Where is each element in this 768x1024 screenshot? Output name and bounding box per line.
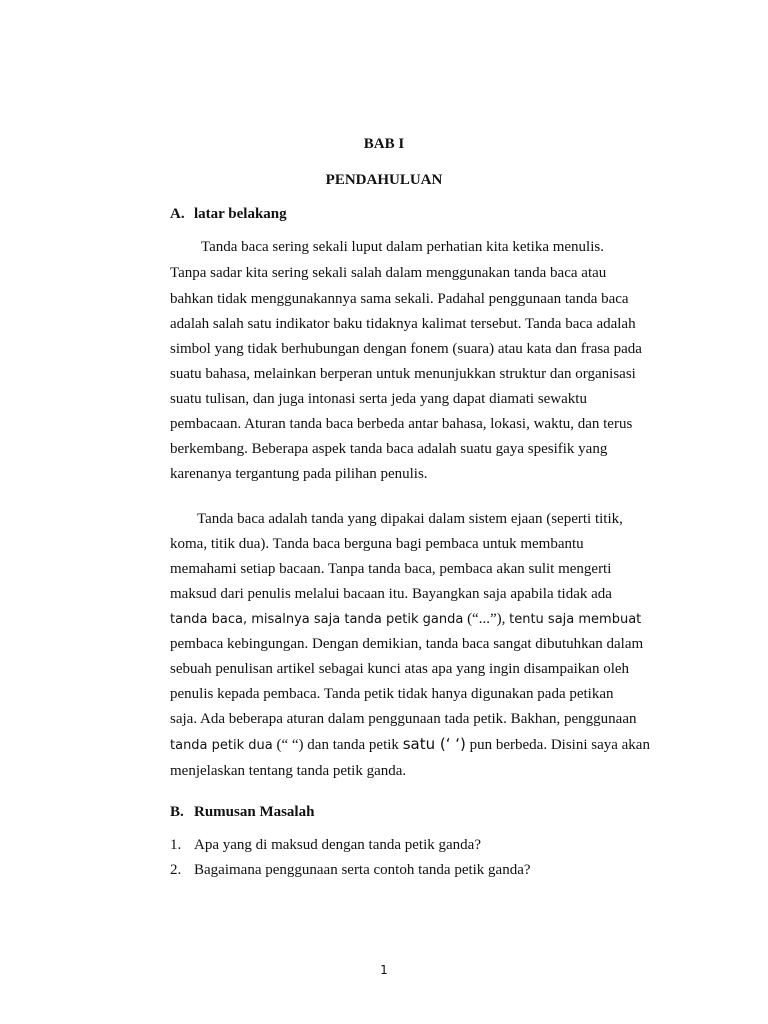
list-item-text: Apa yang di maksud dengan tanda petik ganda? <box>194 837 481 853</box>
paragraph2-line: menjelaskan tentang tanda petik ganda. <box>170 763 407 779</box>
paragraph2-line: sebuah penulisan artikel sebagai kunci atas apa yang ingin disampaikan oleh <box>170 661 630 677</box>
paragraph2-line: penulis kepada pembaca. Tanda petik tidak hanya digunakan pada petikan <box>170 686 614 702</box>
section-b-heading <box>170 804 314 821</box>
paragraph1-line: berkembang. Beberapa aspek tanda baca adalah suatu gaya spesifik yang <box>170 441 608 457</box>
list-item-number: 1. <box>170 837 182 853</box>
chapter-number: BAB I <box>363 136 405 152</box>
paragraph1-line: Tanpa sadar kita sering sekali salah dalam menggunakan tanda baca atau <box>170 265 607 281</box>
chapter-title: PENDAHULUAN <box>325 172 443 188</box>
paragraph2-line-sans-part: tanda baca, misalnya saja tanda petik ganda <box>170 612 464 627</box>
paragraph2-line: memahami setiap bacaan. Tanpa tanda baca, pembaca akan sulit mengerti <box>170 561 612 577</box>
section-a-number: A. <box>170 206 185 222</box>
paragraph1-line: pembacaan. Aturan tanda baca berbeda antar bahasa, lokasi, waktu, dan terus <box>170 416 633 432</box>
paragraph2-line-tail-part: pun berbeda. Disini saya akan <box>465 737 650 753</box>
paragraph1-line: adalah salah satu indikator baku tidaknya kalimat tersebut. Tanda baca adalah <box>170 316 636 332</box>
paragraph1-line: Tanda baca sering sekali luput dalam perhatian kita ketika menulis. <box>201 239 604 255</box>
paragraph2-line: saja. Ada beberapa aturan dalam penggunaan tada petik. Bakhan, penggunaan <box>170 711 637 727</box>
paragraph2-line-sans-part: tanda petik dua <box>170 738 273 753</box>
paragraph1-line: suatu tulisan, dan juga intonasi serta jeda yang dapat diamati sewaktu <box>170 391 587 407</box>
paragraph2-line: maksud dari penulis melalui bacaan itu. Bayangkan saja apabila tidak ada <box>170 586 612 602</box>
section-b-number: B. <box>170 804 184 820</box>
paragraph2-line-sans-part: tentu saja membuat <box>509 612 642 627</box>
list-item-text: Bagaimana penggunaan serta contoh tanda petik ganda? <box>194 862 531 878</box>
list-item-number: 2. <box>170 862 182 878</box>
paragraph2-line: Tanda baca adalah tanda yang dipakai dalam sistem ejaan (seperti titik, <box>197 511 623 527</box>
paragraph1-line: karenanya tergantung pada pilihan penulis. <box>170 466 428 482</box>
list-item <box>170 862 531 879</box>
section-a-title: latar belakang <box>194 206 287 222</box>
paragraph2-line: pembaca kebingungan. Dengan demikian, tanda baca sangat dibutuhkan dalam <box>170 636 644 652</box>
paragraph2-line: koma, titik dua). Tanda baca berguna bagi pembaca untuk membantu <box>170 536 584 552</box>
list-item <box>170 837 481 854</box>
section-a-heading <box>170 206 287 223</box>
paragraph2-line-quote-part: (“...”), <box>463 611 510 627</box>
paragraph2-line-quote-part: (“ “) dan tanda petik <box>272 737 403 753</box>
page-number: 1 <box>380 963 388 977</box>
paragraph1-line: suatu bahasa, melainkan berperan untuk menunjukkan struktur dan organisasi <box>170 366 636 382</box>
paragraph1-line: bahkan tidak menggunakannya sama sekali. Padahal penggunaan tanda baca <box>170 291 629 307</box>
paragraph2-line <box>170 609 641 630</box>
paragraph2-line <box>170 734 650 756</box>
section-b-title: Rumusan Masalah <box>194 804 315 820</box>
paragraph1-line: simbol yang tidak berhubungan dengan fonem (suara) atau kata dan frasa pada <box>170 341 642 357</box>
paragraph2-line-sans-part: satu (‘ ‘) <box>402 735 466 753</box>
